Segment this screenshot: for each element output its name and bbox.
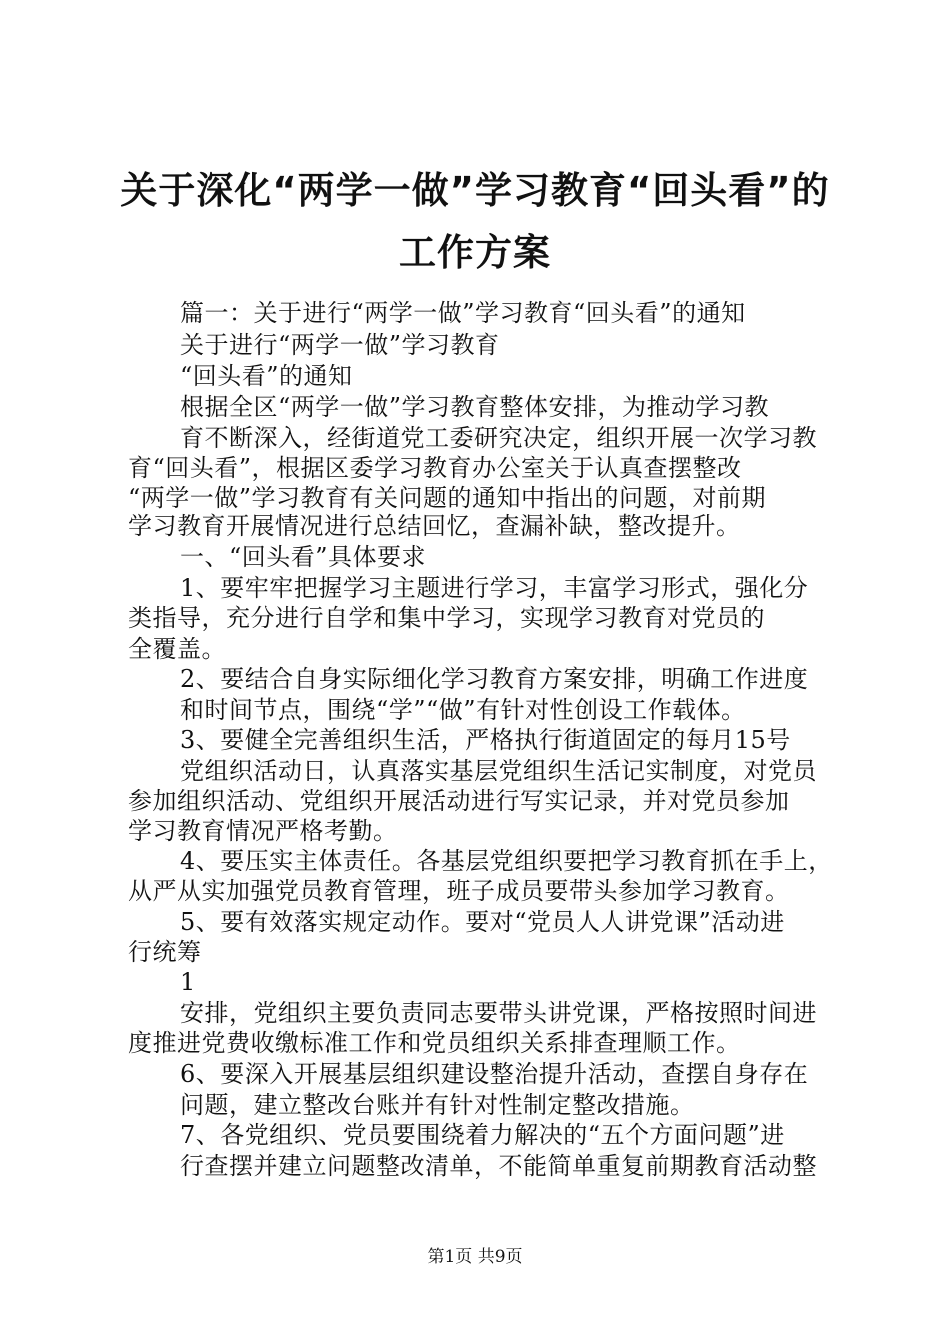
text-line: 3、要健全完善组织生活，严格执行街道固定的每月15号 (180, 726, 791, 754)
page-footer: 第1页 共9页 (427, 1247, 523, 1267)
text-line: 行查摆并建立问题整改清单，不能简单重复前期教育活动整 (180, 1152, 817, 1180)
text-line: 和时间节点，围绕“学”“做”有针对性创设工作载体。 (180, 696, 746, 724)
page-number-marker: 1 (180, 968, 196, 996)
text-line: 4、要压实主体责任。各基层党组织要把学习教育抓在手上， (180, 847, 833, 875)
text-line: “回头看”的通知 (180, 362, 353, 390)
text-line: 6、要深入开展基层组织建设整治提升活动，查摆自身存在 (180, 1060, 809, 1088)
text-line: 党组织活动日，认真落实基层党组织生活记实制度，对党员 (180, 757, 817, 785)
text-line: 一、“回头看”具体要求 (180, 543, 427, 571)
text-line: 5、要有效落实规定动作。要对“党员人人讲党课”活动进 (180, 908, 785, 936)
text-line: 类指导，充分进行自学和集中学习，实现学习教育对党员的 (128, 604, 765, 632)
text-line: 育“回头看”，根据区委学习教育办公室关于认真查摆整改 (128, 454, 742, 482)
text-line: 根据全区“两学一做”学习教育整体安排，为推动学习教 (180, 393, 770, 421)
text-line: 篇一：关于进行“两学一做”学习教育“回头看”的通知 (180, 299, 746, 327)
text-line: 安排，党组织主要负责同志要带头讲党课，严格按照时间进 (180, 999, 817, 1027)
text-line: 参加组织活动、党组织开展活动进行写实记录，并对党员参加 (128, 787, 790, 815)
text-line: 全覆盖。 (128, 635, 226, 663)
text-line: 从严从实加强党员教育管理，班子成员要带头参加学习教育。 (128, 877, 790, 905)
text-line: 行统筹 (128, 938, 202, 966)
text-line: 7、各党组织、党员要围绕着力解决的“五个方面问题”进 (180, 1121, 785, 1149)
text-line: 2、要结合自身实际细化学习教育方案安排，明确工作进度 (180, 665, 809, 693)
text-line: “两学一做”学习教育有关问题的通知中指出的问题，对前期 (128, 484, 767, 512)
text-line: 1、要牢牢把握学习主题进行学习，丰富学习形式，强化分 (180, 574, 809, 602)
text-line: 育不断深入，经街道党工委研究决定，组织开展一次学习教 (180, 424, 817, 452)
text-line: 学习教育开展情况进行总结回忆，查漏补缺，整改提升。 (128, 512, 741, 540)
text-line: 度推进党费收缴标准工作和党员组织关系排查理顺工作。 (128, 1029, 741, 1057)
text-line: 学习教育情况严格考勤。 (128, 817, 398, 845)
text-line: 问题，建立整改台账并有针对性制定整改措施。 (180, 1091, 695, 1119)
document-title-line-1: 关于深化“两学一做”学习教育“回头看”的 (120, 169, 830, 212)
document-title-line-2: 工作方案 (399, 231, 551, 274)
text-line: 关于进行“两学一做”学习教育 (180, 331, 500, 359)
